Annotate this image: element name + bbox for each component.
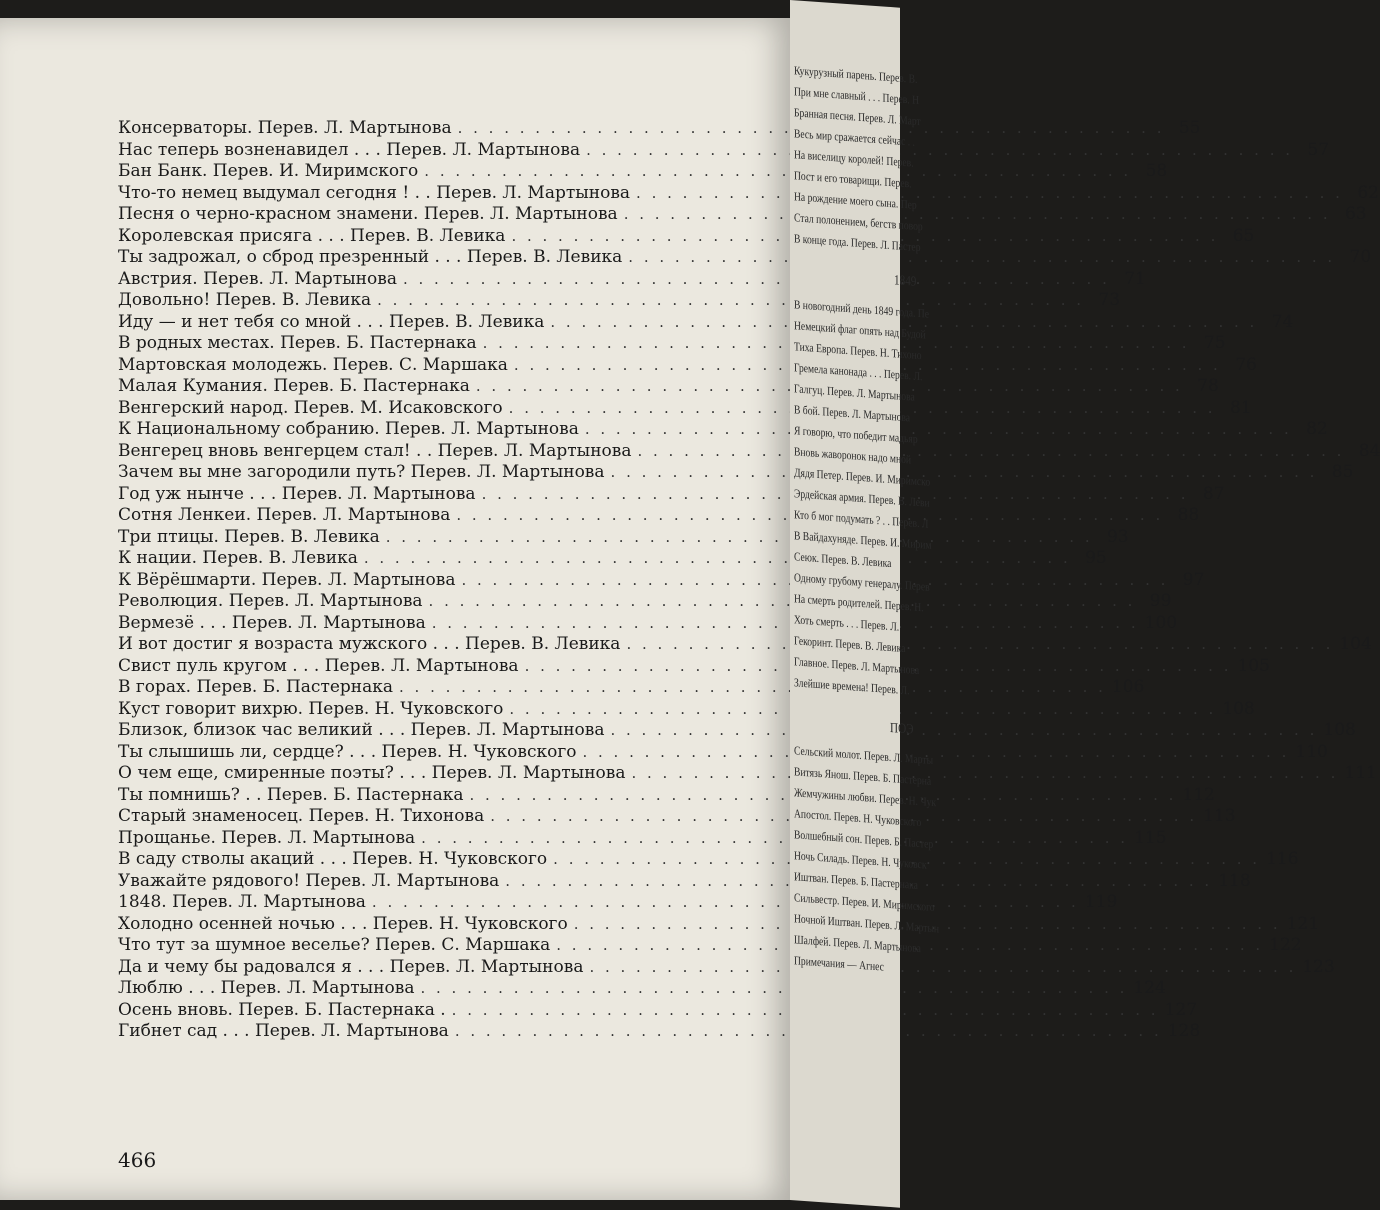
toc-entry-page: 85 — [1331, 462, 1354, 482]
toc-entry-title: Да и чему бы радовался я . . . Перев. Л. Мартынова — [118, 956, 584, 977]
right-page-line: Иштван. Перев. Б. Пастернака — [794, 869, 918, 892]
toc-entry-title: Что тут за шумное веселье? Перев. С. Маршака — [118, 935, 551, 955]
dot-leader — [628, 247, 1335, 269]
toc-entry-page: 57 — [1307, 139, 1330, 160]
toc-entry-page: 78 — [1197, 376, 1219, 396]
dot-leader — [586, 140, 1293, 162]
right-page-line: Одному грубому генералу. Перев — [794, 570, 930, 594]
toc-entry-page: 81 — [1229, 397, 1252, 418]
right-page-line: В конце года. Перев. Л. Пастер — [794, 231, 921, 255]
toc-entry-page: 76 — [1235, 354, 1257, 375]
dot-leader — [377, 290, 1084, 312]
toc-entry-title: Гибнет сад . . . Перев. Л. Мартынова — [118, 1021, 449, 1041]
toc-entry-page: 82 — [1306, 419, 1328, 439]
toc-entry-title: Прощанье. Перев. Л. Мартынова — [118, 827, 416, 848]
toc-entry-page: 104 — [1339, 634, 1372, 654]
toc-entry-title: Иду — и нет тебя со мной . . . Перев. В. Левика — [118, 311, 545, 332]
toc-entry-title: Венгерский народ. Перев. М. Исаковского — [118, 397, 503, 418]
toc-entry-title: Довольно! Перев. В. Левика — [118, 290, 372, 310]
dot-leader — [372, 892, 1079, 914]
toc-entry-page: 62 — [1357, 182, 1379, 203]
toc-entry-page: 121 — [1286, 913, 1320, 934]
toc-entry-title: В саду стволы акаций . . . Перев. Н. Чуковского — [118, 849, 548, 869]
toc-entry-page: 84 — [1358, 440, 1380, 461]
toc-entry-title: Зачем вы мне загородили путь? Перев. Л. Мартынова — [118, 462, 605, 482]
toc-entry-title: Холодно осенней ночью . . . Перев. Н. Чуковского — [118, 913, 568, 934]
right-page-line: Бранная песня. Перев. Л. Март — [794, 105, 921, 129]
dot-leader — [585, 419, 1292, 441]
toc-entry-title: Консерваторы. Перев. Л. Мартынова — [118, 118, 452, 138]
right-page-line: Вновь жаворонок надо мной — [794, 444, 912, 467]
right-page-line: Гремела канонада . . . Перев. Л. — [794, 360, 923, 384]
toc-entry-title: Близок, близок час великий . . . Перев. Л. Мартынова — [118, 720, 605, 740]
dot-leader — [611, 462, 1318, 484]
toc-entry-page: 74 — [1271, 311, 1294, 332]
toc-entry-title: Куст говорит вихрю. Перев. Н. Чуковского — [118, 698, 504, 719]
toc-entry-title: 1848. Перев. Л. Мартынова — [118, 892, 366, 912]
toc-entry-page: 100 — [1144, 612, 1178, 633]
toc-entry-title: Люблю . . . Перев. Л. Мартынова — [118, 978, 415, 998]
right-page-line: Гекоринт. Перев. В. Левика — [794, 633, 906, 656]
toc-entry-title: Что-то немец выдумал сегодня ! . . Перев. Л. Мартынова — [118, 182, 631, 203]
right-page-line: На рождение моего сына. Пер — [794, 189, 917, 212]
toc-entry-title: Революция. Перев. Л. Мартынова — [118, 591, 423, 611]
right-page-line: Я говорю, что победит мадьяр — [794, 423, 918, 446]
toc-entry-page: 75 — [1203, 333, 1226, 353]
dot-leader — [610, 720, 1317, 742]
right-page-line: Стал полонением, бегств повор — [794, 210, 923, 234]
toc-entry — [118, 978, 1166, 1000]
right-page-line: В новогодний день 1849 года. Пе — [794, 297, 929, 321]
toc-entry-title: Сотня Ленкеи. Перев. Л. Мартынова — [118, 505, 451, 525]
right-page-line: При мне славный . . . Перев. Н — [794, 84, 920, 108]
toc-entry-title: Свист пуль кругом . . . Перев. Л. Мартынова — [118, 655, 519, 676]
right-page-line: Сеюк. Перев. В. Левика — [794, 549, 892, 571]
toc-entry-title: Осень вновь. Перев. Б. Пастернака . — [118, 999, 446, 1020]
section-heading-1849: 1849 — [894, 273, 917, 290]
toc-entry-title: Ты слышишь ли, сердце? . . . Перев. Н. Чуковского — [118, 741, 577, 762]
dot-leader — [421, 828, 1128, 850]
right-page-line: Кто б мог подумать ? . . Перев. Л — [794, 507, 929, 531]
toc-entry-page: 87 — [1202, 483, 1225, 504]
right-page-line: Шалфей. Перев. Л. Мартынова — [794, 932, 921, 956]
toc-entry-title: Королевская присяга . . . Перев. В. Левика — [118, 225, 506, 246]
toc-entry-page: 122 — [1269, 935, 1302, 955]
right-page-line: В бой. Перев. Л. Мартынова — [794, 402, 911, 425]
toc-entry-page: 73 — [1098, 290, 1121, 310]
right-page-line: Витязь Янош. Перев. Б. Пастерна — [794, 764, 932, 788]
right-page-line: Примечания — Агнес — [794, 953, 884, 974]
right-page-line: Тиха Европа. Перев. Н. Тихоно — [794, 339, 922, 363]
right-page-line: Весь мир сражается сейчас . . — [794, 126, 915, 149]
toc-entry-page: 118 — [1218, 870, 1251, 891]
toc-entry-page: 105 — [1237, 655, 1270, 676]
dot-leader — [424, 161, 1131, 183]
toc-entry-title: Малая Кумания. Перев. Б. Пастернака — [118, 376, 470, 396]
toc-entry-title: О чем еще, смиренные поэты? . . . Перев. Л. Мартынова — [118, 763, 626, 783]
right-page-line: Жемчужины любви. Перев. Н. Чук — [794, 785, 937, 810]
right-page-line: Злейшие времена! Перев. Л. — [794, 675, 910, 698]
toc-entry-title: В родных местах. Перев. Б. Пастернака — [118, 333, 477, 353]
right-page-line: На виселицу королей! Перев. — [794, 147, 914, 170]
toc-entry-page: 110 — [1295, 741, 1328, 762]
dot-leader — [589, 957, 1296, 979]
dot-leader — [631, 763, 1338, 785]
right-page-line: Пост и его товарищи. Перев. — [794, 168, 912, 191]
toc-entry-page: 111 — [1344, 763, 1377, 783]
toc-entry-page: 115 — [1134, 827, 1167, 848]
right-page — [790, 0, 940, 1208]
toc-entry — [118, 1021, 1201, 1043]
dot-leader — [386, 527, 1093, 549]
toc-entry-page: 93 — [1106, 526, 1129, 547]
toc-entry-title: К Национальному собранию. Перев. Л. Мартынова — [118, 419, 579, 439]
toc-entry-title: Год уж нынче . . . Перев. Л. Мартынова — [118, 483, 476, 504]
dot-leader — [626, 634, 1333, 656]
toc-entry-page: 124 — [1133, 978, 1166, 998]
right-page-line: Сельский молот. Перев. Л. Марты — [794, 743, 934, 768]
toc-entry-title: В горах. Перев. Б. Пастернака — [118, 677, 394, 697]
toc-entry-title: Нас теперь возненавидел . . . Перев. Л. Мартынова — [118, 139, 581, 160]
toc-entry-page: 128 — [1167, 1021, 1201, 1041]
toc-entry-page: 71 — [1124, 268, 1146, 289]
toc-entry-title: Мартовская молодежь. Перев. С. Маршака — [118, 354, 508, 375]
right-page-line: Дядя Петер. Перев. И. Миримско — [794, 465, 931, 489]
toc-entry-title: Ты помнишь? . . Перев. Б. Пастернака — [118, 784, 464, 805]
right-page-line: Главное. Перев. Л. Мартынова — [794, 654, 920, 678]
dot-leader — [432, 613, 1139, 635]
toc-entry-page: 127 — [1164, 999, 1198, 1020]
toc-entry-title: И вот достиг я возраста мужского . . . Перев. В. Левика — [118, 634, 621, 654]
right-page-line: Волшебный сон. Перев. Б. Пастер — [794, 827, 934, 852]
dot-leader — [399, 677, 1106, 699]
dot-leader — [637, 441, 1344, 463]
toc-entry-title: Венгерец вновь венгерцем стал! . . Перев. Л. Мартынова — [118, 440, 632, 461]
right-page-line: Ночной Иштван. Перев. Л. Мартын — [794, 911, 940, 936]
right-page-line: Апостол. Перев. Н. Чуковского — [794, 806, 922, 830]
toc-entry-page: 113 — [1203, 806, 1236, 826]
toc-entry-page: 108 — [1323, 720, 1356, 740]
right-page-line: Ночь Силадь. Перев. Н. Чуковск — [794, 848, 927, 872]
toc-entry-page: 119 — [1084, 892, 1118, 912]
right-page-text — [794, 60, 940, 979]
toc-entry-page: 112 — [1182, 784, 1215, 805]
toc-entry-page: 123 — [1302, 956, 1335, 977]
right-page-line: Эрдейская армия. Перев. В. Леви — [794, 486, 930, 510]
dot-leader — [364, 548, 1071, 570]
right-page-line: Сильвестр. Перев. И. Миримского — [794, 890, 935, 915]
toc-entry-page: 88 — [1177, 505, 1200, 525]
toc-entry-page: 108 — [1222, 698, 1255, 719]
right-page-line: Кукурузный парень. Перев. В. — [794, 63, 918, 86]
dot-leader — [636, 183, 1343, 205]
dot-leader — [403, 269, 1110, 291]
dot-leader — [582, 742, 1289, 764]
right-page-line: Немецкий флаг опять над Будой — [794, 318, 926, 342]
dot-leader — [420, 978, 1127, 1000]
right-page-line: Галгуц. Перев. Л. Мартынова — [794, 381, 915, 404]
toc-entry-page: 97 — [1182, 569, 1205, 590]
toc-entry-title: Вермезё . . . Перев. Л. Мартынова — [118, 612, 426, 633]
toc-entry-title: К нации. Перев. В. Левика — [118, 548, 358, 568]
dot-leader — [429, 591, 1136, 613]
toc-entry-page: 55 — [1178, 118, 1201, 138]
toc-entry-title: Австрия. Перев. Л. Мартынова — [118, 268, 397, 289]
toc-entry-page: 95 — [1085, 548, 1107, 568]
toc-entry-title: Уважайте рядового! Перев. Л. Мартынова — [118, 870, 500, 891]
toc-entry — [118, 698, 1255, 721]
toc-entry-title: Песня о черно-красном знамени. Перев. Л. Мартынова — [118, 204, 618, 224]
toc-entry-title: Старый знаменосец. Перев. Н. Тихонова — [118, 806, 485, 826]
toc-entry — [118, 999, 1198, 1022]
toc-entry-page: 63 — [1344, 204, 1367, 224]
dot-leader — [624, 204, 1331, 226]
toc-entry-title: К Вёрёшмарти. Перев. Л. Мартынова — [118, 569, 456, 590]
toc-entry-page: 99 — [1149, 591, 1172, 611]
toc-entry-title: Ты задрожал, о сброд презренный . . . Перев. В. Левика — [118, 247, 623, 267]
toc-entry-page: 70 — [1349, 247, 1372, 267]
right-page-line: В Вайдахуняде. Перев. И. Мирим — [794, 528, 932, 552]
right-page-line: Хоть смерть . . . Перев. Л. — [794, 612, 900, 634]
section-heading-poems: ПОЭ — [890, 720, 914, 738]
right-page-line: На смерть родителей. Перев. Н. — [794, 591, 924, 615]
toc-entry-page: 58 — [1145, 161, 1168, 181]
toc-entry — [118, 247, 1372, 269]
toc-entry-page: 116 — [1266, 849, 1299, 869]
toc-entry-title: Три птицы. Перев. В. Левика — [118, 526, 380, 547]
toc-entry-title: Бан Банк. Перев. И. Миримского — [118, 161, 419, 181]
toc-entry-page: 65 — [1232, 225, 1255, 246]
page-number: 466 — [118, 1148, 157, 1172]
toc-entry-page: 106 — [1111, 677, 1145, 697]
